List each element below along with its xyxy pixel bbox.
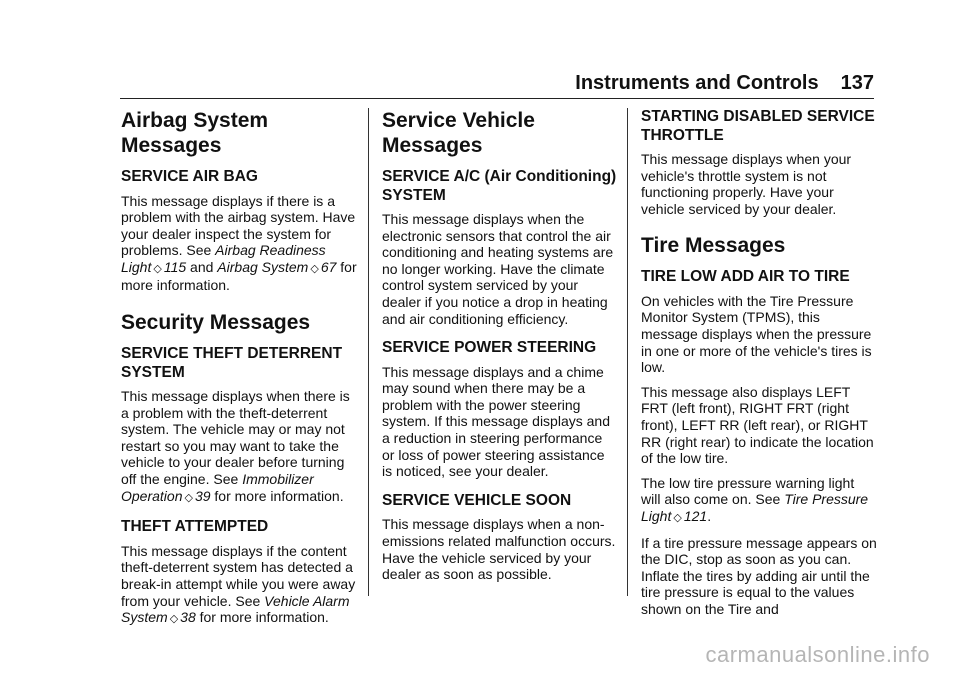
paragraph-tire-3: [641, 475, 877, 527]
page-ref-icon: ◇: [310, 262, 319, 275]
text-theft-tail: for more information.: [210, 487, 344, 504]
section-title: Instruments and Controls: [575, 72, 819, 94]
column-1: [121, 108, 357, 636]
text-tire-light-body: The low tire pressure warning light will also come on. See: [641, 474, 855, 508]
page-ref-icon: ◇: [153, 262, 162, 275]
heading-service-air-bag: SERVICE AIR BAG: [121, 168, 258, 185]
page-ref-airbag-system[interactable]: 67: [320, 258, 337, 275]
link-airbag-readiness-light[interactable]: Airbag Readiness Light: [121, 242, 326, 275]
heading-tire-messages: Tire Messages: [641, 234, 786, 258]
page-ref-immobilizer[interactable]: 39: [194, 487, 211, 504]
heading-service-vehicle-messages: Service Vehicle Messages: [382, 109, 535, 157]
page-ref-tire-light[interactable]: 121: [683, 508, 708, 524]
paragraph-vehicle-soon: This message displays when a non-emissions related malfunction occurs. Have the vehicle serviced by your dealer as soon as possible.: [382, 516, 616, 583]
heading-service-vehicle-soon: SERVICE VEHICLE SOON: [382, 491, 572, 509]
text-attempted-body: This message displays if the content theft-deterrent system has detected a break-in attempt while you were away from your vehicle. See: [121, 542, 356, 609]
heading-security-messages: Security Messages: [121, 311, 311, 335]
heading-theft-attempted: THEFT ATTEMPTED: [121, 518, 269, 536]
page-ref-alarm[interactable]: 38: [180, 609, 196, 626]
text-airbag-tail: for more information.: [121, 258, 357, 294]
watermark: carmanualsonline.info: [705, 642, 930, 667]
text-and: and: [186, 258, 218, 275]
heading-service-theft-deterrent: SERVICE THEFT DETERRENT SYSTEM: [121, 345, 343, 381]
heading-starting-disabled: STARTING DISABLED SERVICE THROTTLE: [641, 108, 875, 144]
page-number: 137: [840, 72, 874, 94]
heading-service-ac: SERVICE A/C (Air Conditioning) SYSTEM: [382, 168, 617, 204]
page-ref-icon: ◇: [169, 613, 179, 626]
heading-service-power-steering: SERVICE POWER STEERING: [382, 339, 597, 357]
link-airbag-system[interactable]: Airbag System: [217, 258, 309, 275]
page-ref-icon: ◇: [673, 512, 682, 524]
paragraph-service-air-bag: [121, 193, 357, 295]
paragraph-tire-4: If a tire pressure message appears on the DIC, stop as soon as you can. Inflate the tires by adding air until the tire pressure is equal to the values shown on the Tire and: [641, 534, 877, 617]
link-vehicle-alarm-system[interactable]: Vehicle Alarm System: [121, 592, 350, 626]
paragraph-tire-1: On vehicles with the Tire Pressure Monitor System (TPMS), this message displays when the pressure in one or more of the vehicle's tires is low.: [641, 292, 872, 376]
page-ref-icon: ◇: [184, 491, 193, 504]
header-rule: [120, 98, 874, 99]
link-tire-pressure-light[interactable]: Tire Pressure Light: [641, 491, 869, 524]
column-divider-2: [627, 108, 628, 596]
text-attempted-tail: for more information.: [195, 609, 329, 626]
text-airbag-body: This message displays if there is a problem with the airbag system. Have your dealer inspect the system for problems. See: [121, 192, 356, 259]
heading-tire-low: TIRE LOW ADD AIR TO TIRE: [641, 268, 850, 286]
column-divider-1: [368, 108, 369, 596]
page-ref-airbag-light[interactable]: 115: [163, 258, 187, 275]
paragraph-tire-2: This message also displays LEFT FRT (left front), RIGHT FRT (right front), LEFT RR (left rear), or RIGHT RR (right rear) to indicate the location of the low tire.: [641, 383, 874, 467]
paragraph-throttle: This message displays when your vehicle's throttle system is not functioning properly. Have your vehicle serviced by your dealer.: [641, 151, 852, 217]
heading-airbag-system-messages: Airbag System Messages: [121, 109, 269, 157]
paragraph-theft-deterrent: [121, 388, 357, 506]
text-theft-body: This message displays when there is a problem with the theft-deterrent system. The vehicle may or may not restart so you may want to take the vehicle to your dealer before turning off the engine. See: [121, 388, 350, 488]
paragraph-power-steering: This message displays and a chime may sound when there may be a problem with the power steering system. If this message displays and a reduction in steering performance or loss of power steering assistance is noticed, see your dealer.: [382, 363, 610, 480]
paragraph-service-ac: This message displays when the electronic sensors that control the air conditioning and heating systems are no longer working. Have the climate control system serviced by your dealer if you notice a drop in heating and air conditioning efficiency.: [382, 211, 614, 327]
text-tire-light-tail: .: [707, 508, 712, 524]
running-header: [120, 72, 874, 98]
column-3: [641, 108, 877, 626]
paragraph-theft-attempted: [121, 543, 357, 628]
link-immobilizer-operation[interactable]: Immobilizer Operation: [121, 471, 314, 504]
column-2: [382, 108, 618, 591]
